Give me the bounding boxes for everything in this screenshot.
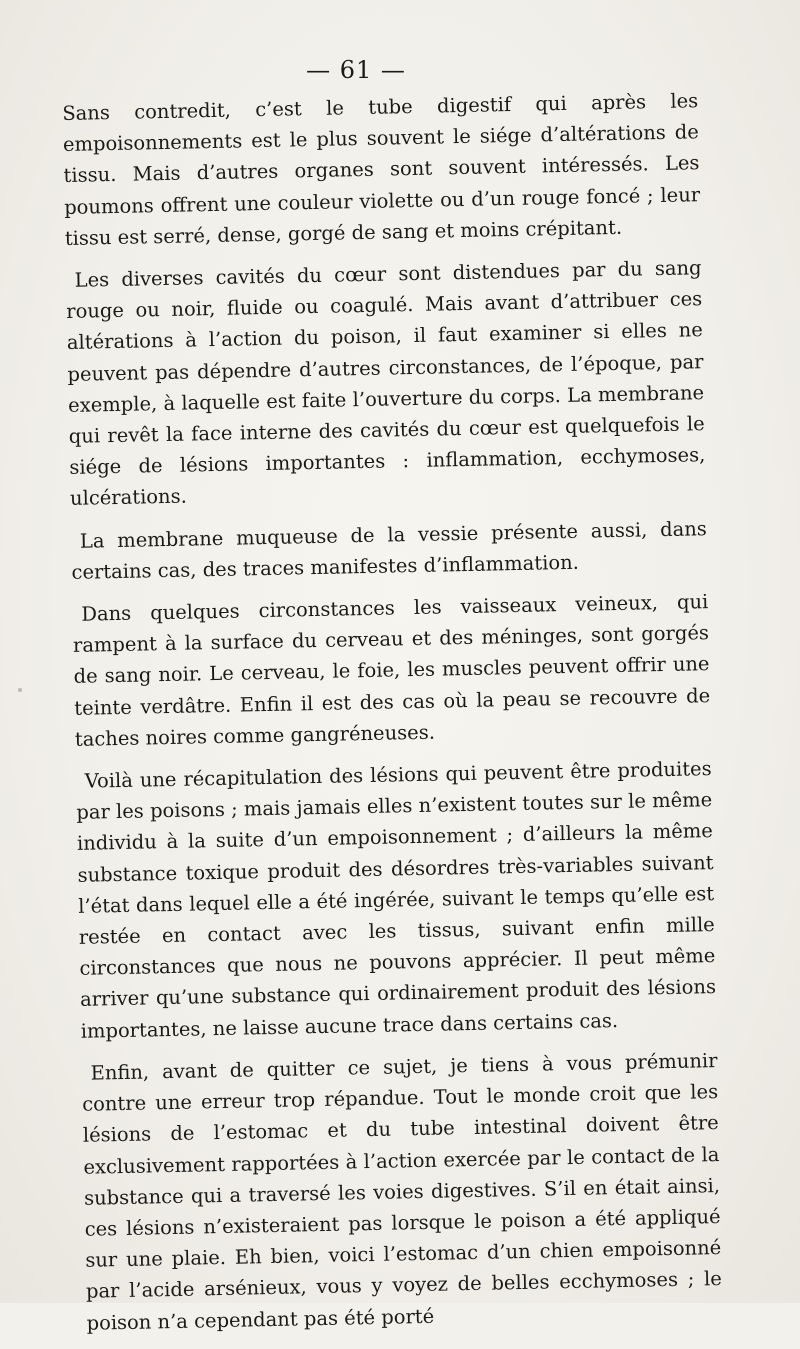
paper-speck xyxy=(18,688,22,692)
paragraph-6: Enfin, avant de quitter ce sujet, je tiens à vous prémunir contre une erreur trop répandue. Tout le monde croit que les lésions de l’estomac et du tube intestinal doivent être exclusivement rapportées à l’action exercée par le contact de la substance qui a traversé les voies digestives. S’il en était ainsi, ces lésions n’existeraient pas lorsque le poison a été appliqué sur une plaie. Eh bien, voici l’estomac d’un chien empoisonné par l’acide arsénieux, vous y voyez de belles ecchymoses ; le poison n’a cependant pas été porté xyxy=(81,1048,723,1335)
paragraph-3: La membrane muqueuse de la vessie présente aussi, dans certains cas, des traces manifestes d’inflammation. xyxy=(71,516,707,584)
paragraph-5: Voilà une récapitulation des lésions qui peuvent être produites par les poisons ; mais jamais elles n’existent toutes sur le même individu à la suite d’un empoisonnement ; d’ailleurs la même substance toxique produit des désordres très-variables suivant l’état dans lequel elle a été ingérée, suivant le temps qu’elle est restée en contact avec les tissus, suivant enfin mille circonstances que nous ne pouvons apprécier. Il peut même arriver qu’une substance qui ordinairement produit des lésions importantes, ne laisse aucune trace dans certains cas. xyxy=(76,757,717,1043)
body-text xyxy=(62,85,723,1349)
page-number: — 61 — xyxy=(306,56,406,84)
paragraph-1: Sans contredit, c’est le tube digestif qui après les empoisonnements est le plus souvent le siége d’altérations de tissu. Mais d’autres organes sont souvent intéressés. Les poumons offrent une couleur violette ou d’un rouge foncé ; leur tissu est serré, dense, gorgé de sang et moins crépitant. xyxy=(62,89,701,250)
paragraph-2: Les diverses cavités du cœur sont distendues par du sang rouge ou noir, fluide ou coagulé. Mais avant d’attribuer ces altérations à l’action du poison, il faut examiner si elles ne peuvent pas dépendre d’autres circonstances, de l’époque, par exemple, à laquelle est faite l’ouverture du corps. La membrane qui revêt la face interne des cavités du cœur est quelquefois le siége de lésions importantes : inflammation, ecchymoses, ulcérations. xyxy=(66,256,706,511)
paragraph-4: Dans quelques circonstances les vaisseaux veineux, qui rampent à la surface du cerveau et des méninges, sont gorgés de sang noir. Le cerveau, le foie, les muscles peuvent offrir une teinte verdâtre. Enfin il est des cas où la peau se recouvre de taches noires comme gangréneuses. xyxy=(72,590,711,751)
